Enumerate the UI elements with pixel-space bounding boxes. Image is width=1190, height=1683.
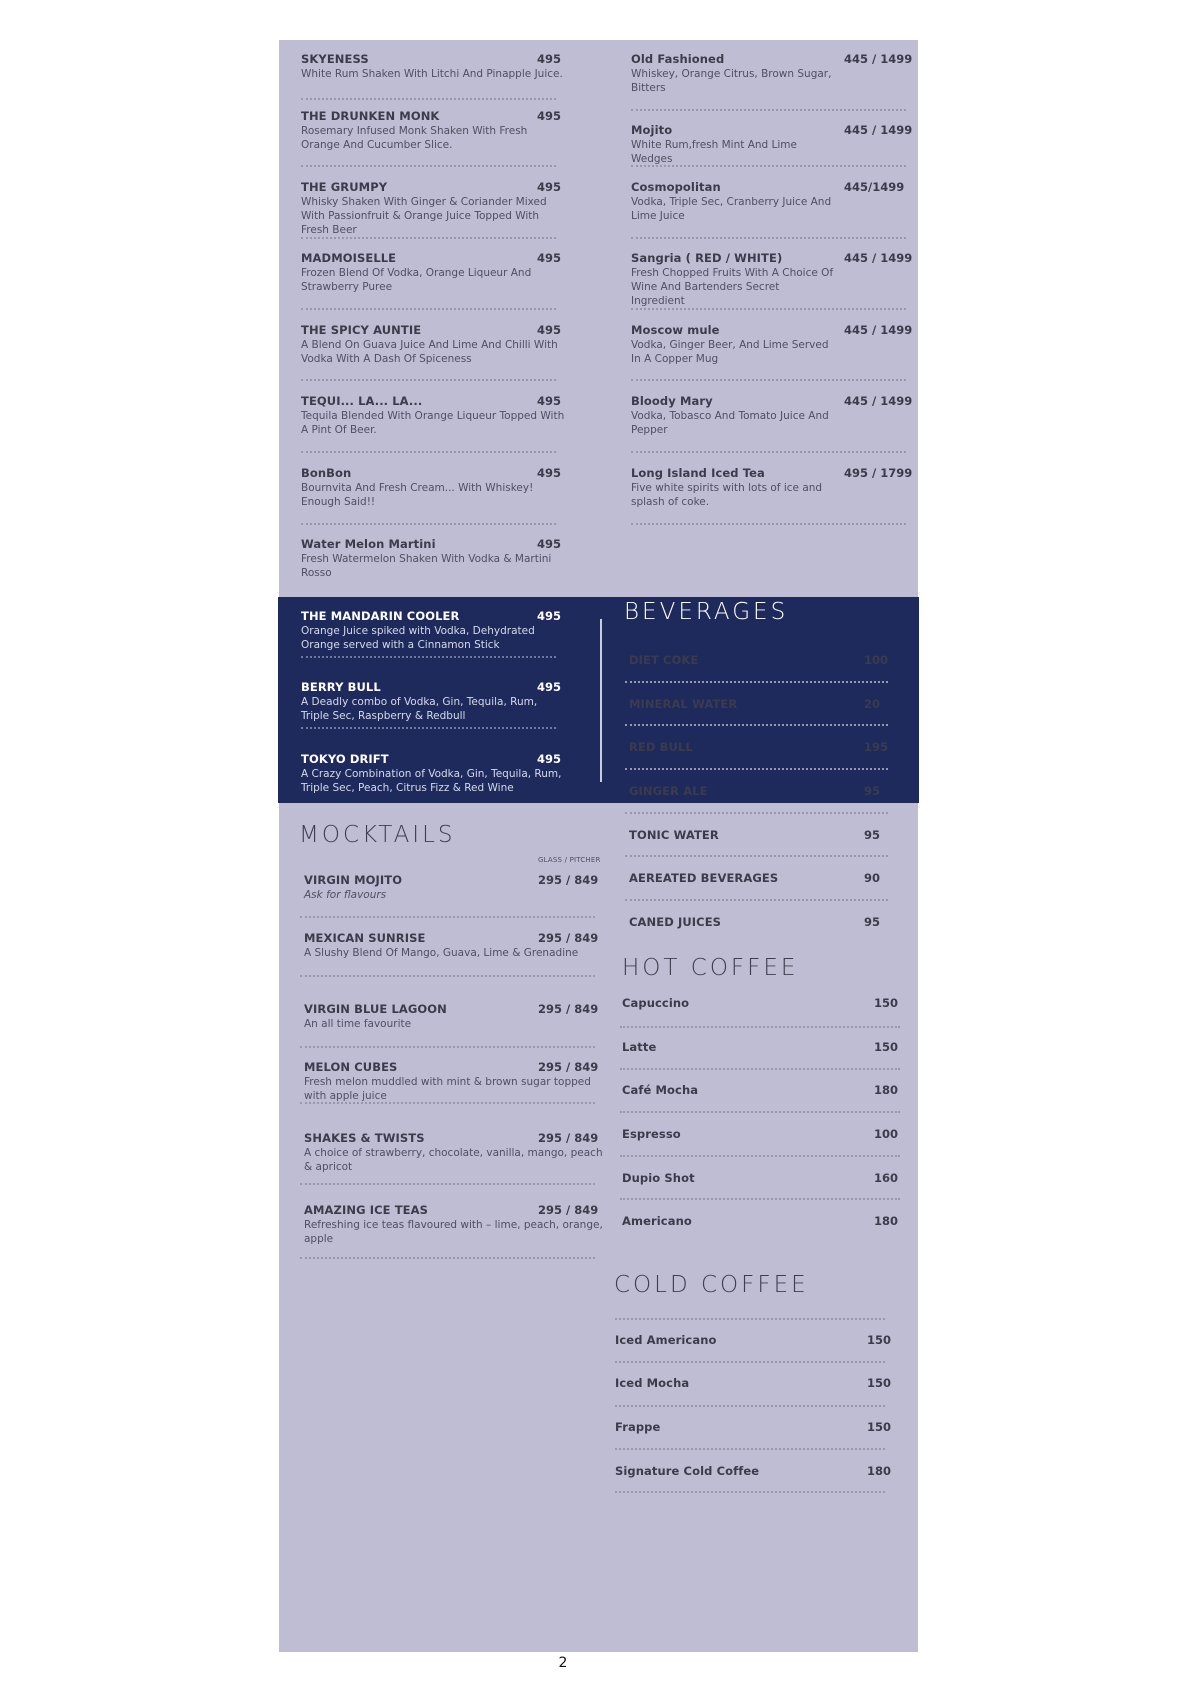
mocktail-item (304, 873, 599, 902)
item-name: Bloody Mary (631, 394, 713, 408)
dotted-separator (301, 451, 556, 453)
item-description: Ask for flavours (304, 889, 387, 901)
item-price: 495 (537, 251, 562, 265)
item-price: 180 (874, 1083, 899, 1097)
dotted-separator (300, 916, 595, 918)
cocktail-item (301, 251, 566, 294)
item-name: THE GRUMPY (301, 180, 388, 194)
dotted-separator (300, 1102, 595, 1104)
cold-coffee-item (615, 1420, 890, 1434)
item-description: A Deadly combo of Vodka, Gin, Tequila, Rum, Triple Sec, Raspberry & Redbull (301, 696, 538, 722)
item-price: 445 / 1499 (844, 123, 913, 137)
item-price: 445 / 1499 (844, 52, 913, 66)
dotted-separator (615, 1448, 885, 1450)
item-name: TONIC WATER (629, 828, 719, 842)
item-price: 295 / 849 (538, 1060, 599, 1074)
dotted-separator (625, 899, 888, 901)
dotted-separator (615, 1491, 885, 1493)
item-description: Fresh melon muddled with mint & brown sugar topped with apple juice (304, 1076, 591, 1102)
item-name: TOKYO DRIFT (301, 752, 389, 766)
item-price: 150 (867, 1420, 892, 1434)
beverage-item (629, 828, 884, 842)
item-name: Moscow mule (631, 323, 720, 337)
item-name: Iced Mocha (615, 1376, 690, 1390)
hot-coffee-item (622, 1171, 897, 1185)
item-price: 295 / 849 (538, 1002, 599, 1016)
item-name: SHAKES & TWISTS (304, 1131, 425, 1145)
item-description: A Blend On Guava Juice And Lime And Chilli With Vodka With A Dash Of Spiceness (301, 339, 558, 365)
dotted-separator (615, 1318, 885, 1320)
item-price: 20 (864, 697, 881, 711)
classic-cocktail-item (631, 52, 913, 95)
dotted-separator (301, 523, 556, 525)
classic-cocktail-item (631, 180, 906, 223)
item-name: MINERAL WATER (629, 697, 738, 711)
cocktail-item (301, 180, 566, 237)
signature-cocktail-item (301, 752, 566, 795)
item-name: Latte (622, 1040, 657, 1054)
item-description: Refreshing ice teas flavoured with – lime, peach, orange, apple (304, 1219, 603, 1245)
item-name: Water Melon Martini (301, 537, 436, 551)
dotted-separator (300, 1257, 595, 1259)
item-price: 95 (864, 828, 881, 842)
glass-pitcher-label: GLASS / PITCHER (538, 856, 601, 864)
item-name: SKYENESS (301, 52, 369, 66)
hot-coffee-heading: HOT COFFEE (622, 955, 799, 981)
mocktail-item (304, 931, 599, 960)
hot-coffee-item (622, 1127, 897, 1141)
dotted-separator (631, 379, 906, 381)
cold-coffee-item (615, 1333, 890, 1347)
item-price: 495 (537, 609, 562, 623)
item-name: THE MANDARIN COOLER (301, 609, 460, 623)
item-name: MADMOISELLE (301, 251, 397, 265)
item-price: 150 (874, 1040, 899, 1054)
classic-cocktail-item (631, 466, 913, 509)
item-name: Old Fashioned (631, 52, 725, 66)
item-price: 445 / 1499 (844, 251, 913, 265)
dotted-separator (631, 308, 906, 310)
item-price: 295 / 849 (538, 1131, 599, 1145)
cold-coffee-item (615, 1464, 890, 1478)
item-description: Vodka, Triple Sec, Cranberry Juice And Lime Juice (631, 196, 832, 222)
item-name: Americano (622, 1214, 692, 1228)
classic-cocktail-item (631, 323, 913, 366)
item-name: Signature Cold Coffee (615, 1464, 760, 1478)
hot-coffee-item (622, 996, 897, 1010)
dotted-separator (631, 451, 906, 453)
item-price: 100 (864, 653, 889, 667)
item-price: 495 (537, 752, 562, 766)
item-name: Iced Americano (615, 1333, 717, 1347)
beverages-heading: BEVERAGES (624, 599, 789, 625)
item-description: Five white spirits with lots of ice and splash of coke. (631, 482, 823, 508)
item-name: AMAZING ICE TEAS (304, 1203, 428, 1217)
item-name: AEREATED BEVERAGES (629, 871, 779, 885)
dotted-separator (631, 237, 906, 239)
item-description: Tequila Blended With Orange Liqueur Topped With A Pint Of Beer. (301, 410, 565, 436)
item-description: Whiskey, Orange Citrus, Brown Sugar, Bitters (631, 68, 832, 94)
dotted-separator (620, 1111, 900, 1113)
item-price: 150 (867, 1376, 892, 1390)
dotted-separator (620, 1155, 900, 1157)
item-name: THE SPICY AUNTIE (301, 323, 422, 337)
mocktail-item (304, 1203, 603, 1246)
item-price: 95 (864, 915, 881, 929)
page-number: 2 (558, 1655, 568, 1671)
item-price: 495 (537, 180, 562, 194)
cold-coffee-heading: COLD COFFEE (614, 1272, 809, 1298)
dotted-separator (301, 308, 556, 310)
beverage-item (629, 697, 884, 711)
dotted-separator (301, 165, 556, 167)
item-name: Espresso (622, 1127, 681, 1141)
item-description: Fresh Chopped Fruits With A Choice Of Wine And Bartenders Secret Ingredient (631, 267, 834, 307)
cocktail-item (301, 466, 566, 509)
dotted-separator (631, 165, 906, 167)
mocktail-item (304, 1131, 603, 1174)
dotted-separator (625, 681, 888, 683)
classic-cocktail-item (631, 123, 913, 166)
item-price: 150 (874, 996, 899, 1010)
item-price: 445/1499 (844, 180, 905, 194)
item-name: GINGER ALE (629, 784, 708, 798)
item-name: Dupio Shot (622, 1171, 695, 1185)
item-name: Cosmopolitan (631, 180, 721, 194)
item-name: VIRGIN BLUE LAGOON (304, 1002, 447, 1016)
item-description: Rosemary Infused Monk Shaken With Fresh Orange And Cucumber Slice. (301, 125, 528, 151)
item-price: 495 / 1799 (844, 466, 913, 480)
item-price: 150 (867, 1333, 892, 1347)
item-name: Café Mocha (622, 1083, 699, 1097)
cocktail-item (301, 52, 566, 81)
beverage-item (629, 784, 884, 798)
item-name: BERRY BULL (301, 680, 381, 694)
item-price: 495 (537, 680, 562, 694)
item-name: DIET COKE (629, 653, 699, 667)
item-description: A Slushy Blend Of Mango, Guava, Lime & Grenadine (304, 947, 579, 959)
item-price: 95 (864, 784, 881, 798)
item-price: 495 (537, 323, 562, 337)
dotted-separator (631, 109, 906, 111)
dotted-separator (301, 237, 556, 239)
item-price: 180 (867, 1464, 892, 1478)
item-name: VIRGIN MOJITO (304, 873, 403, 887)
item-price: 445 / 1499 (844, 394, 913, 408)
cocktail-item (301, 537, 566, 580)
dotted-separator (301, 98, 556, 100)
item-price: 495 (537, 394, 562, 408)
item-price: 160 (874, 1171, 899, 1185)
item-price: 495 (537, 466, 562, 480)
item-description: Bournvita And Fresh Cream... With Whiskey! Enough Said!! (301, 482, 534, 508)
item-description: A choice of strawberry, chocolate, vanilla, mango, peach & apricot (304, 1147, 603, 1173)
item-price: 445 / 1499 (844, 323, 913, 337)
item-price: 495 (537, 52, 562, 66)
cocktail-item (301, 109, 566, 152)
item-price: 495 (537, 109, 562, 123)
item-name: BonBon (301, 466, 352, 480)
item-price: 195 (864, 740, 889, 754)
beverage-item (629, 653, 889, 667)
item-name: RED BULL (629, 740, 693, 754)
item-price: 100 (874, 1127, 899, 1141)
cold-coffee-item (615, 1376, 890, 1390)
band-divider (600, 619, 602, 782)
item-name: THE DRUNKEN MONK (301, 109, 440, 123)
item-price: 295 / 849 (538, 1203, 599, 1217)
item-description: Vodka, Tobasco And Tomato Juice And Pepper (631, 410, 829, 436)
dotted-separator (615, 1405, 885, 1407)
dotted-separator (300, 975, 595, 977)
mocktail-item (304, 1060, 599, 1103)
item-price: 295 / 849 (538, 873, 599, 887)
item-name: Long Island Iced Tea (631, 466, 765, 480)
item-description: White Rum Shaken With Litchi And Pinapple Juice. (301, 68, 563, 80)
hot-coffee-item (622, 1040, 897, 1054)
item-description: Whisky Shaken With Ginger & Coriander Mixed With Passionfruit & Orange Juice Topped With Fresh Beer (301, 196, 547, 236)
item-price: 495 (537, 537, 562, 551)
dotted-separator (301, 656, 556, 658)
item-description: Frozen Blend Of Vodka, Orange Liqueur And Strawberry Puree (301, 267, 532, 293)
item-price: 90 (864, 871, 881, 885)
item-description: Vodka, Ginger Beer, And Lime Served In A Copper Mug (631, 339, 829, 365)
item-price: 180 (874, 1214, 899, 1228)
dotted-separator (625, 812, 888, 814)
item-description: An all time favourite (304, 1018, 412, 1030)
item-price: 295 / 849 (538, 931, 599, 945)
dotted-separator (300, 1046, 595, 1048)
item-name: Mojito (631, 123, 673, 137)
item-description: A Crazy Combination of Vodka, Gin, Tequila, Rum, Triple Sec, Peach, Citrus Fizz & Red Wine (301, 768, 562, 794)
classic-cocktail-item (631, 394, 913, 437)
dotted-separator (625, 768, 888, 770)
hot-coffee-item (622, 1214, 897, 1228)
item-description: Orange Juice spiked with Vodka, Dehydrated Orange served with a Cinnamon Stick (301, 625, 535, 651)
mocktail-item (304, 1002, 599, 1031)
dotted-separator (620, 1068, 900, 1070)
item-name: Capuccino (622, 996, 690, 1010)
dotted-separator (620, 1198, 900, 1200)
dotted-separator (615, 1361, 885, 1363)
item-name: Frappe (615, 1420, 661, 1434)
beverage-item (629, 871, 884, 885)
item-name: MELON CUBES (304, 1060, 398, 1074)
item-name: CANED JUICES (629, 915, 722, 929)
classic-cocktail-item (631, 251, 913, 308)
hot-coffee-item (622, 1083, 897, 1097)
item-description: Fresh Watermelon Shaken With Vodka & Martini Rosso (301, 553, 552, 579)
dotted-separator (620, 1026, 900, 1028)
dotted-separator (301, 379, 556, 381)
item-description: White Rum,fresh Mint And Lime Wedges (631, 139, 798, 165)
item-name: Sangria ( RED / WHITE) (631, 251, 783, 265)
item-name: MEXICAN SUNRISE (304, 931, 426, 945)
mocktails-heading: MOCKTAILS (299, 822, 456, 848)
item-name: TEQUI... LA... LA... (301, 394, 423, 408)
dotted-separator (625, 855, 888, 857)
signature-cocktail-item (301, 680, 566, 723)
beverage-item (629, 740, 889, 754)
cocktail-item (301, 323, 566, 366)
dotted-separator (625, 724, 888, 726)
signature-cocktail-item (301, 609, 566, 652)
dotted-separator (631, 523, 906, 525)
dotted-separator (300, 1183, 595, 1185)
beverage-item (629, 915, 884, 929)
cocktail-item (301, 394, 566, 437)
dotted-separator (301, 727, 556, 729)
